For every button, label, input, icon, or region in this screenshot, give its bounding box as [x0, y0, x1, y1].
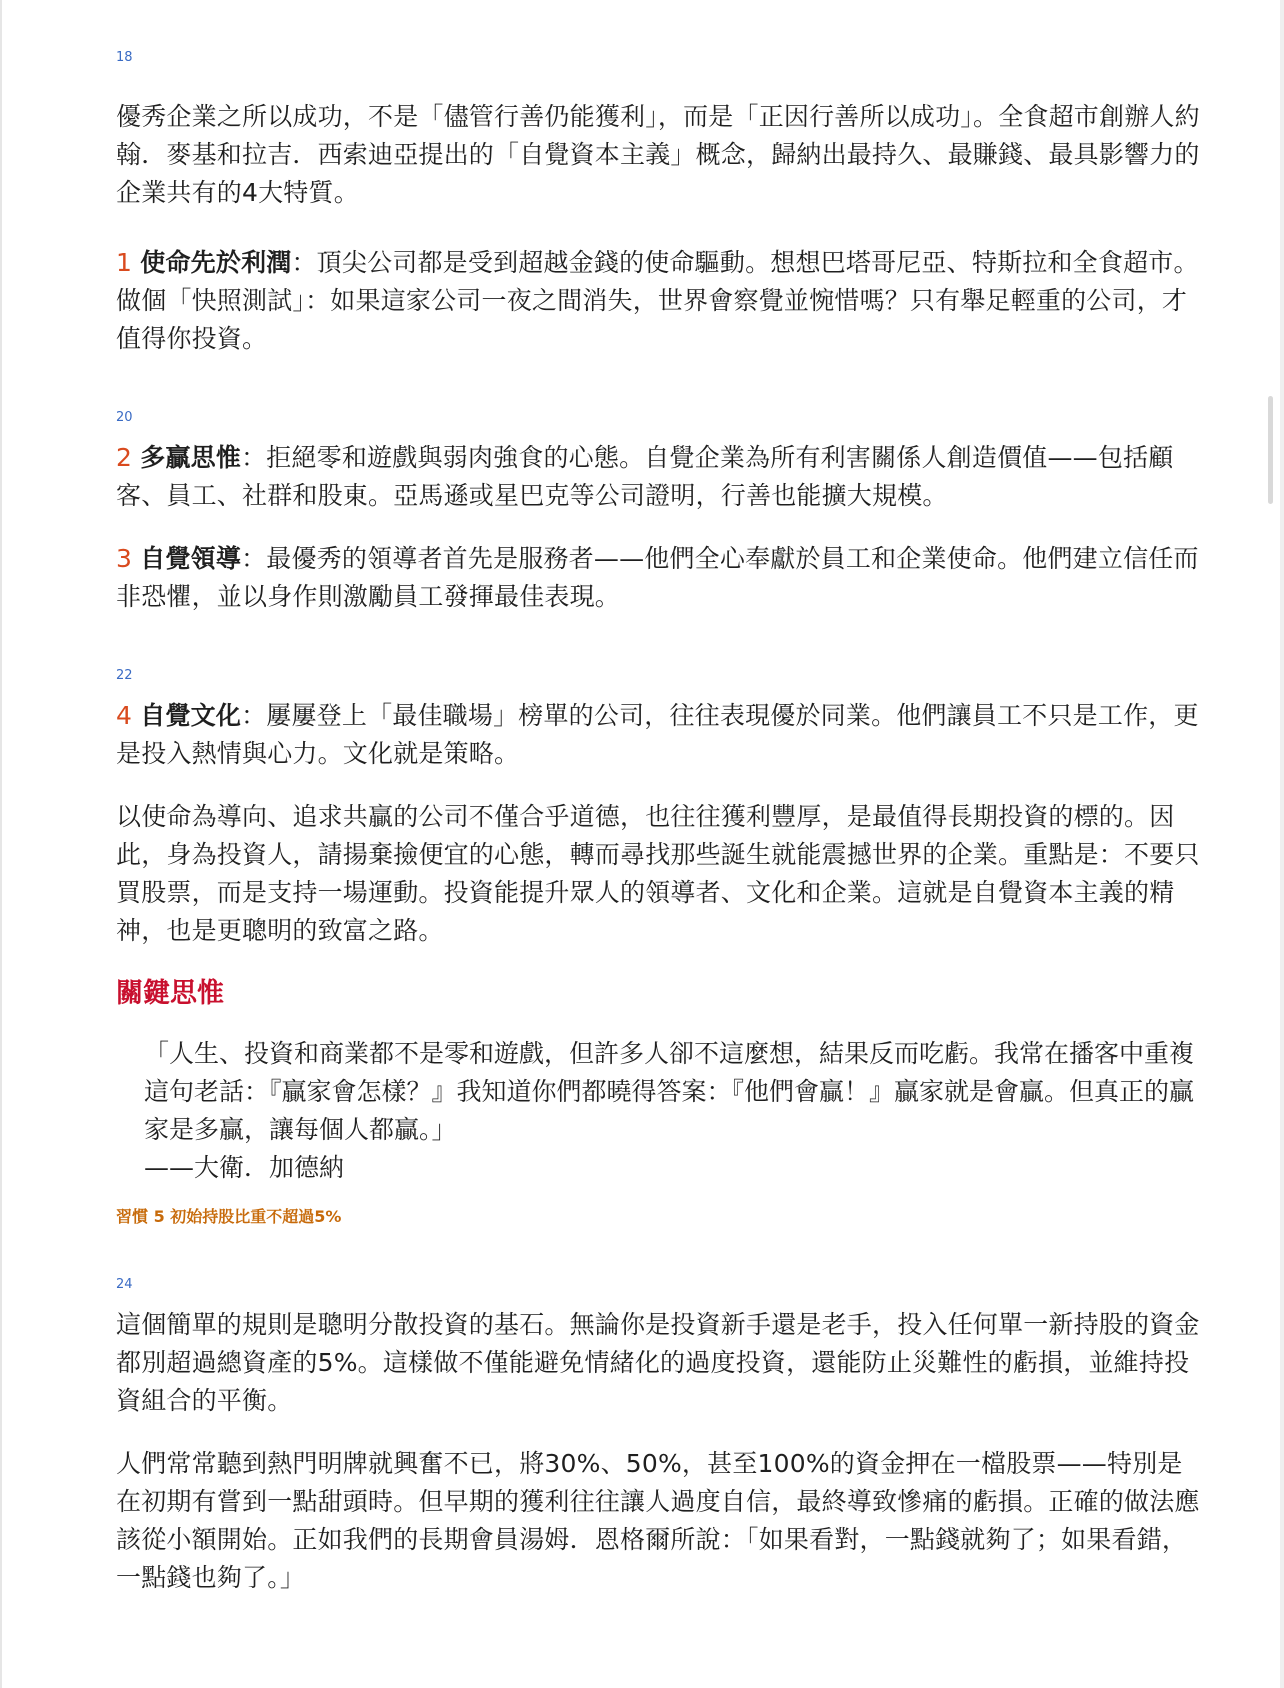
habit-paragraph-2: 人們常常聽到熱門明牌就興奮不已，將30%、50%，甚至100%的資金押在一檔股票——特別是在初期有嘗到一點甜頭時。但早期的獲利往往讓人過度自信，最終導致慘痛的虧損。正確的做法應該從小額開始。正如我們的長期會員湯姆．恩格爾所說：「如果看對，一點錢就夠了；如果看錯，一點錢也夠了。」	[116, 1449, 1200, 1592]
key-thinking-quote-block	[144, 1035, 1206, 1187]
intro-paragraph: 優秀企業之所以成功，不是「儘管行善仍能獲利」，而是「正因行善所以成功」。全食超市創辦人約翰．麥基和拉吉．西索迪亞提出的「自覺資本主義」概念，歸納出最持久、最賺錢、最具影響力的企業共有的4大特質。	[116, 102, 1200, 207]
page-edge-right	[1280, 0, 1284, 1688]
page-number-22: 22	[116, 668, 133, 683]
page-edge-left	[0, 0, 2, 1688]
document-content	[116, 48, 1206, 1597]
habit-5-title: 習慣 5 初始持股比重不超過5%	[116, 1207, 342, 1226]
trait-4-term: 自覺文化	[140, 701, 242, 730]
trait-1-term: 使命先於利潤	[140, 248, 292, 277]
conclusion-paragraph: 以使命為導向、追求共贏的公司不僅合乎道德，也往往獲利豐厚，是最值得長期投資的標的。因此，身為投資人，請揚棄撿便宜的心態，轉而尋找那些誕生就能震撼世界的企業。重點是：不要只買股票，而是支持一場運動。投資能提升眾人的領導者、文化和企業。這就是自覺資本主義的精神，也是更聰明的致富之路。	[116, 802, 1200, 945]
trait-4-text: ：屢屢登上「最佳職場」榜單的公司，往往表現優於同業。他們讓員工不只是工作，更是投入熱情與心力。文化就是策略。	[116, 701, 1199, 768]
trait-1-paragraph	[116, 244, 1206, 358]
key-thinking-heading: 關鍵思惟	[116, 978, 224, 1009]
trait-1-number: 1	[116, 248, 133, 277]
page-number-24: 24	[116, 1277, 133, 1292]
trait-2-text: ：拒絕零和遊戲與弱肉強食的心態。自覺企業為所有利害關係人創造價值——包括顧客、員工、社群和股東。亞馬遜或星巴克等公司證明，行善也能擴大規模。	[116, 443, 1174, 510]
trait-3-text: ：最優秀的領導者首先是服務者——他們全心奉獻於員工和企業使命。他們建立信任而非恐懼，並以身作則激勵員工發揮最佳表現。	[116, 544, 1199, 611]
scrollbar-track[interactable]	[1262, 0, 1276, 1688]
trait-2-paragraph	[116, 439, 1206, 515]
page-number-18: 18	[116, 50, 133, 65]
trait-3-number: 3	[116, 544, 133, 573]
trait-2-term: 多贏思惟	[140, 443, 242, 472]
key-thinking-attribution: ——大衛．加德納	[144, 1153, 345, 1182]
trait-3-paragraph	[116, 540, 1206, 616]
habit-paragraph-1: 這個簡單的規則是聰明分散投資的基石。無論你是投資新手還是老手，投入任何單一新持股的資金都別超過總資產的5%。這樣做不僅能避免情緒化的過度投資，還能防止災難性的虧損，並維持投資組合的平衡。	[116, 1310, 1200, 1415]
page-number-20: 20	[116, 410, 133, 425]
trait-4-paragraph	[116, 697, 1206, 773]
key-thinking-quote: 「人生、投資和商業都不是零和遊戲，但許多人卻不這麼想，結果反而吃虧。我常在播客中重複這句老話：『贏家會怎樣？』我知道你們都曉得答案：『他們會贏！』贏家就是會贏。但真正的贏家是多贏，讓每個人都贏。」	[144, 1039, 1195, 1144]
trait-1-text: ：頂尖公司都是受到超越金錢的使命驅動。想想巴塔哥尼亞、特斯拉和全食超市。做個「快照測試」：如果這家公司一夜之間消失，世界會察覺並惋惜嗎？只有舉足輕重的公司，才值得你投資。	[116, 248, 1199, 353]
scrollbar-thumb[interactable]	[1268, 396, 1273, 504]
trait-2-number: 2	[116, 443, 133, 472]
trait-4-number: 4	[116, 701, 133, 730]
trait-3-term: 自覺領導	[140, 544, 242, 573]
